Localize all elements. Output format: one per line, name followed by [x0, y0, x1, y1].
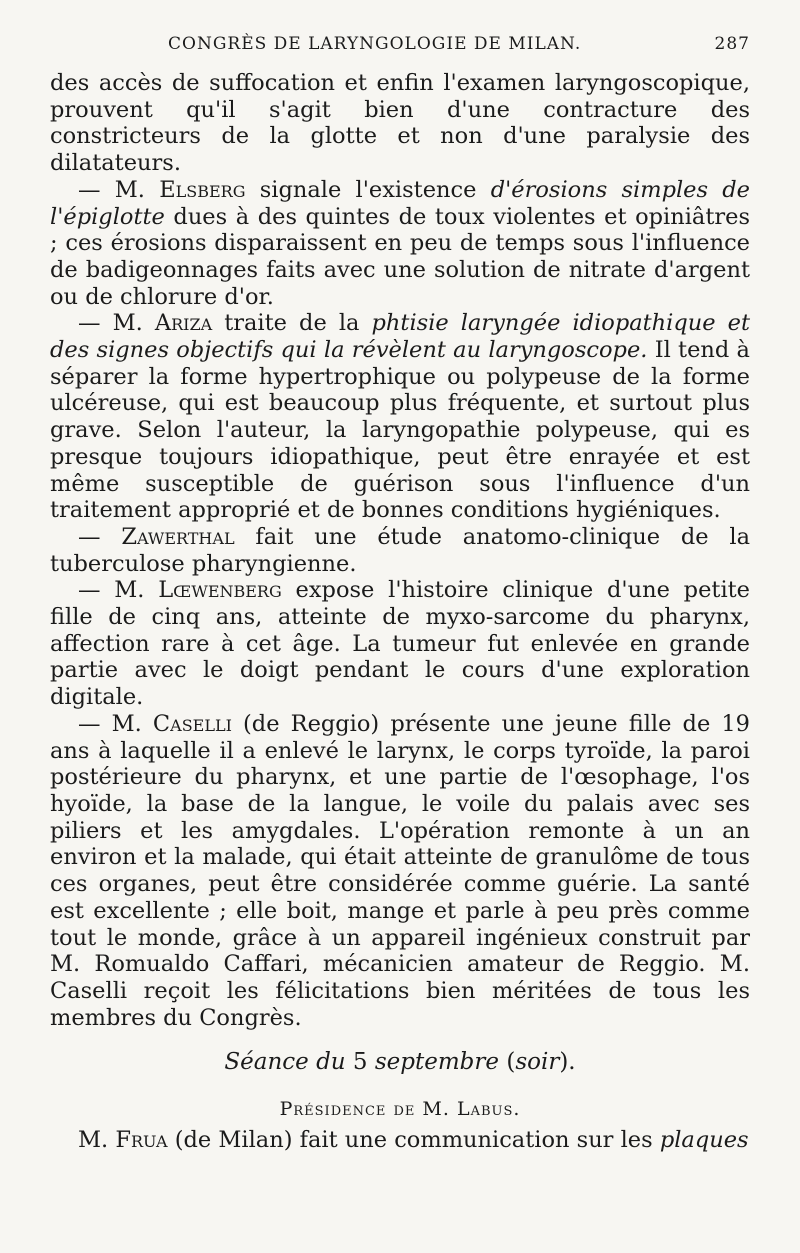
- paragraph-elsberg: [50, 177, 750, 311]
- text-run: (de Reggio) présente une jeune fille de 19 ans à laquelle il a enlevé le larynx, le corps tyroïde, la paroi postérieure du pharynx, et une partie de l'œsophage, l'os hyoïde, la base de la langue, le voile du palais avec ses piliers et les amygdales. L'opération remonte à un an environ et la malade, qui était atteinte de granulôme de tous ces organes, peut être considérée comme guérie. La santé est excellente ; elle boit, mange et parle à peu près comme tout le monde, grâce à un appareil ingénieux construit par M. Romualdo Caffari, mécanicien amateur de Reggio. M. Caselli reçoit les félicitations bien méritées de tous les membres du Congrès.: [50, 710, 750, 1031]
- text-run: fait une étude anatomo-clinique de la tuberculose pharyngienne.: [50, 523, 750, 577]
- paragraph-zawerthal: [50, 524, 750, 577]
- page-number: 287: [714, 34, 750, 54]
- italic-run: d'érosions simples de l'épiglotte: [50, 176, 750, 230]
- author-name: Lœwenberg: [158, 577, 282, 604]
- author-name: Ariza: [154, 310, 213, 337]
- text-run: 5: [345, 1049, 375, 1076]
- seance-heading: [50, 1049, 750, 1076]
- running-title: CONGRÈS DE LARYNGOLOGIE DE MILAN.: [168, 34, 582, 54]
- author-name: Frua: [115, 1126, 168, 1153]
- paragraph-loewenberg: [50, 577, 750, 711]
- text-run: ).: [559, 1049, 576, 1076]
- italic-run: plaques: [659, 1126, 749, 1153]
- text-run: Il tend à séparer la forme hypertrophique ou polypeuse de la forme ulcéreuse, qui est beaucoup plus fréquente, et surtout plus grave. Selon l'auteur, la laryngopathie polypeuse, qui es presque toujours idiopathique, peut être enrayée et est même susceptible de guérison sous l'influence d'un traitement approprié et de bonnes conditions hygiéniques.: [50, 337, 750, 524]
- italic-run: Séance du: [224, 1049, 346, 1076]
- paragraph-ariza: [50, 310, 750, 524]
- text-run: (: [499, 1049, 516, 1076]
- text-run: dues à des quintes de toux violentes et opiniâtres ; ces érosions disparaissent en peu de temps sous l'influence de badigeonnages faits avec une solution de nitrate d'argent ou de chlorure d'or.: [50, 203, 750, 310]
- presidence-heading: Présidence de M. Labus.: [279, 1098, 521, 1121]
- text-run: traite de la: [212, 310, 372, 337]
- paragraph-continuation: des accès de suffocation et enfin l'examen laryngoscopique, prouvent qu'il s'agit bien d'une contracture des constricteurs de la glotte et non d'une paralysie des dilatateurs.: [50, 70, 750, 177]
- page-header: [50, 34, 750, 64]
- paragraph-frua: [50, 1127, 750, 1154]
- text-run: signale l'existence: [245, 176, 491, 203]
- author-name: Elsberg: [159, 176, 246, 203]
- dash-lead: — M.: [78, 710, 153, 737]
- author-name: Caselli: [152, 710, 232, 737]
- text-run: (de Milan) fait une communication sur les: [167, 1126, 660, 1153]
- dash-lead: — M.: [78, 310, 155, 337]
- dash-lead: — M.: [78, 176, 160, 203]
- text-run: expose l'histoire clinique d'une petite fille de cinq ans, atteinte de myxo-sarcome du pharynx, affection rare à cet âge. La tumeur fut enlevée en grande partie avec le doigt pendant le cours d'une exploration digitale.: [50, 577, 750, 711]
- author-name: Zawerthal: [121, 523, 235, 550]
- italic-run: phtisie laryngée idiopathique et des signes objectifs qui la révèlent au laryngoscope.: [50, 310, 750, 364]
- italic-run: septembre: [374, 1049, 500, 1076]
- paragraph-caselli: [50, 711, 750, 1031]
- dash-lead: — M.: [78, 577, 159, 604]
- text-run: M.: [78, 1126, 116, 1153]
- body-text: [50, 70, 750, 1153]
- dash-lead: —: [78, 523, 122, 550]
- italic-run: soir: [515, 1049, 560, 1076]
